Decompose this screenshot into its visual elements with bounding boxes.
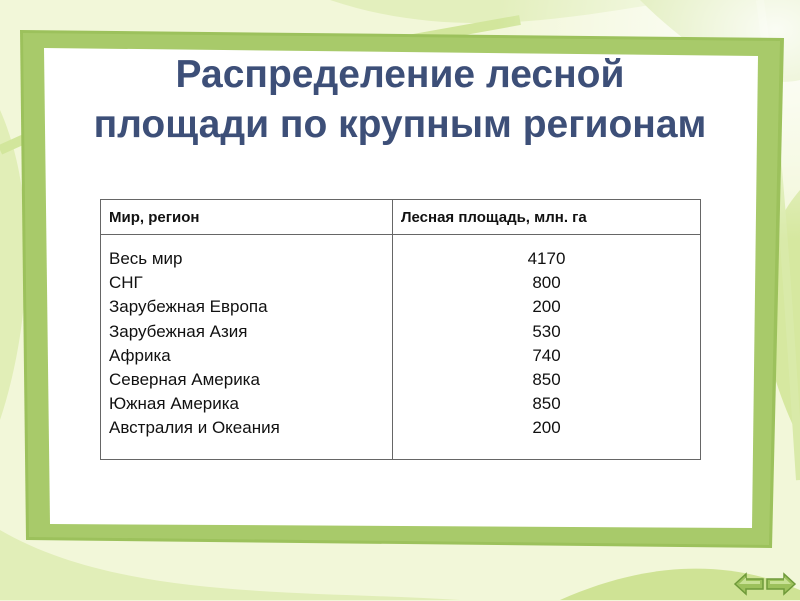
next-slide-button[interactable]: [766, 572, 796, 596]
table-header-row: [101, 200, 701, 235]
area-value: 850: [532, 394, 561, 414]
region-name: Северная Америка: [109, 370, 260, 390]
header-region: Мир, регион: [101, 200, 393, 235]
table-row: [101, 235, 701, 460]
slide-title-line-1: Распределение лесной: [175, 53, 625, 96]
slide-title-line-2: площади по крупным регионам: [93, 103, 707, 146]
slide-navigation: [734, 572, 796, 596]
area-value: 4170: [527, 249, 566, 268]
region-name: Зарубежная Европа: [109, 297, 268, 317]
area-value: 530: [532, 321, 561, 341]
arrow-right-icon: [766, 572, 796, 596]
area-value: 850: [532, 370, 561, 390]
area-value: 200: [532, 418, 561, 438]
area-cell: [393, 235, 701, 460]
area-value: 800: [532, 273, 561, 293]
region-name: Африка: [109, 345, 171, 365]
region-cell: [101, 235, 393, 460]
region-name: СНГ: [109, 273, 143, 293]
area-value: 200: [532, 297, 561, 317]
slide-title: [40, 50, 760, 150]
forest-area-table: [100, 199, 701, 460]
region-name: Зарубежная Азия: [109, 321, 248, 341]
header-forest-area: Лесная площадь, млн. га: [393, 200, 701, 235]
region-name: Южная Америка: [109, 394, 240, 414]
region-name: Весь мир: [109, 249, 183, 268]
previous-slide-button[interactable]: [734, 572, 764, 596]
area-value: 740: [532, 345, 561, 365]
arrow-left-icon: [734, 572, 764, 596]
region-name: Австралия и Океания: [109, 418, 280, 438]
